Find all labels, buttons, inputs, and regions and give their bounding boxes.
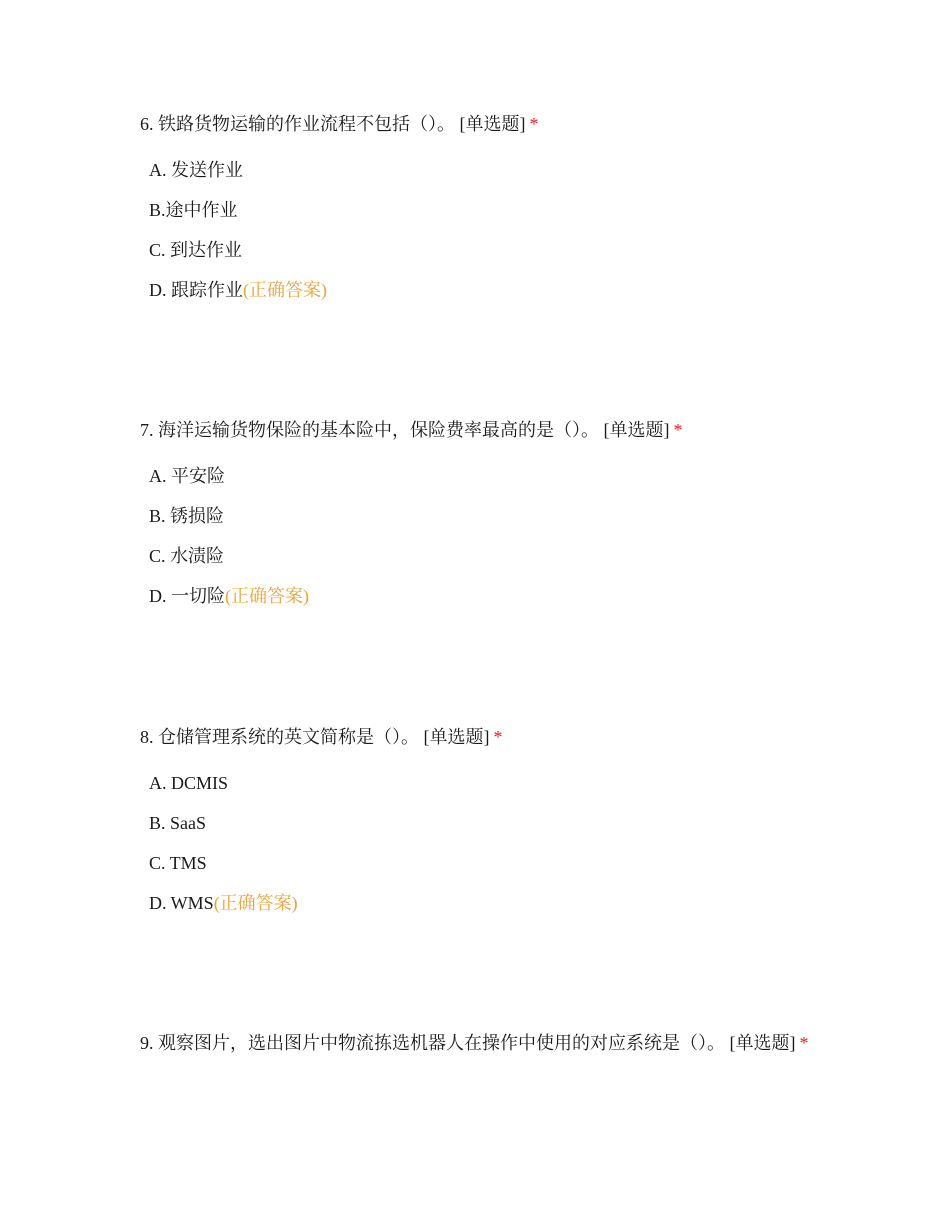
required-mark: * [799, 1033, 809, 1053]
option-label: D. 跟踪作业 [149, 280, 243, 300]
question-8 [140, 719, 810, 923]
question-title [140, 412, 810, 449]
option-label: D. 一切险 [149, 586, 225, 606]
question-type: [单选题] [603, 420, 670, 440]
option-label: C. 水渍险 [149, 546, 225, 566]
options-list [140, 456, 810, 616]
option-label: A. 平安险 [149, 466, 225, 486]
question-title [140, 106, 810, 143]
option-a[interactable] [149, 456, 810, 496]
option-a[interactable] [149, 150, 810, 190]
option-label: B. SaaS [149, 813, 207, 833]
required-mark: * [673, 420, 683, 440]
option-c[interactable] [149, 843, 810, 883]
correct-answer-note: (正确答案) [225, 586, 309, 606]
required-mark: * [529, 114, 539, 134]
correct-answer-note: (正确答案) [243, 280, 327, 300]
option-b[interactable] [149, 496, 810, 536]
question-title [140, 719, 810, 756]
question-number: 9. [140, 1033, 154, 1053]
option-label: C. TMS [149, 853, 207, 873]
option-b[interactable] [149, 190, 810, 230]
option-c[interactable] [149, 230, 810, 270]
question-type: [单选题] [729, 1033, 796, 1053]
question-text: 海洋运输货物保险的基本险中，保险费率最高的是（）。 [158, 420, 599, 440]
option-label: C. 到达作业 [149, 240, 243, 260]
option-label: D. WMS [149, 893, 214, 913]
question-number: 6. [140, 114, 154, 134]
option-label: A. 发送作业 [149, 160, 243, 180]
question-text: 铁路货物运输的作业流程不包括（）。 [158, 114, 455, 134]
question-7 [140, 412, 810, 616]
question-type: [单选题] [423, 727, 490, 747]
question-9 [140, 1025, 810, 1062]
question-6 [140, 106, 810, 310]
option-d[interactable] [149, 883, 810, 923]
options-list [140, 763, 810, 923]
question-title [140, 1025, 810, 1062]
option-d[interactable] [149, 576, 810, 616]
option-label: B. 锈损险 [149, 506, 225, 526]
option-b[interactable] [149, 803, 810, 843]
option-c[interactable] [149, 536, 810, 576]
question-text: 仓储管理系统的英文简称是（）。 [158, 727, 419, 747]
question-number: 8. [140, 727, 154, 747]
question-number: 7. [140, 420, 154, 440]
option-a[interactable] [149, 763, 810, 803]
correct-answer-note: (正确答案) [213, 893, 298, 913]
option-label: A. DCMIS [149, 773, 229, 793]
required-mark: * [493, 727, 503, 747]
option-label: B.途中作业 [149, 200, 238, 220]
options-list [140, 150, 810, 310]
question-text: 观察图片，选出图片中物流拣选机器人在操作中使用的对应系统是（）。 [158, 1033, 725, 1053]
question-type: [单选题] [459, 114, 526, 134]
option-d[interactable] [149, 270, 810, 310]
